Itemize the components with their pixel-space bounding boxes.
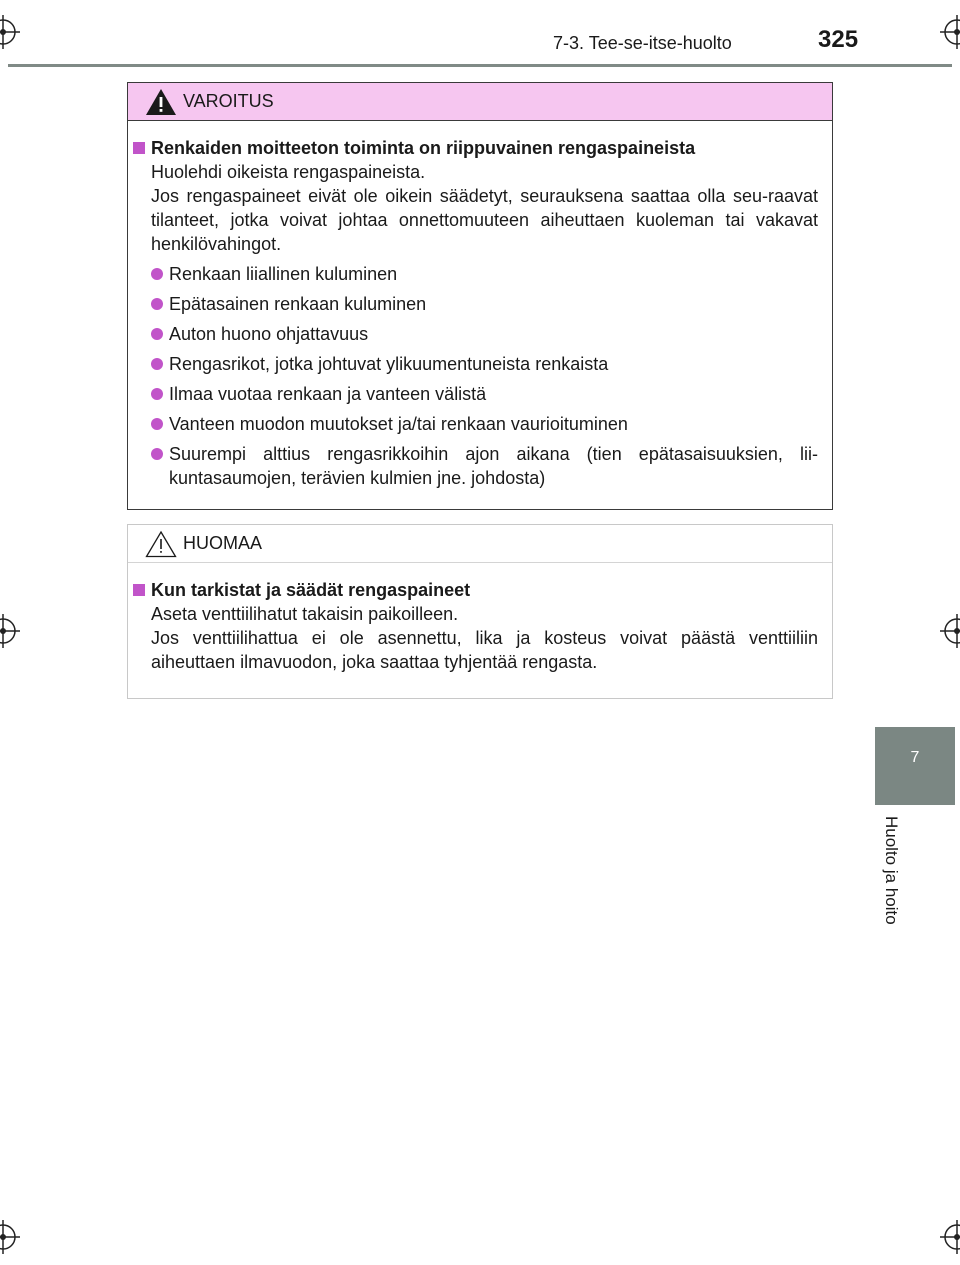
- chapter-number: 7: [910, 749, 920, 766]
- list-item: Ilmaa vuotaa renkaan ja vanteen välistä: [133, 382, 818, 406]
- round-bullet-icon: [151, 448, 163, 460]
- notice-heading-text: Kun tarkistat ja säädät rengaspaineet: [151, 580, 471, 600]
- round-bullet-icon: [151, 268, 163, 280]
- warning-body: [128, 121, 832, 490]
- section-title: 7-3. Tee-se-itse-huolto: [553, 33, 732, 53]
- warning-heading: [133, 136, 818, 160]
- chapter-tab: [875, 727, 955, 805]
- notice-heading: [133, 578, 818, 602]
- warning-list: [133, 262, 818, 490]
- round-bullet-icon: [151, 298, 163, 310]
- registration-mark-icon: [0, 614, 20, 648]
- round-bullet-icon: [151, 358, 163, 370]
- header-rule: [8, 64, 952, 67]
- round-bullet-icon: [151, 418, 163, 430]
- notice-title: HUOMAA: [183, 533, 263, 553]
- list-item: Auton huono ohjattavuus: [133, 322, 818, 346]
- list-item: Epätasainen renkaan kuluminen: [133, 292, 818, 316]
- round-bullet-icon: [151, 388, 163, 400]
- square-bullet-icon: [133, 584, 145, 596]
- registration-mark-icon: [940, 614, 960, 648]
- warning-heading-text: Renkaiden moitteeton toiminta on riippuvainen rengaspaineista: [151, 138, 696, 158]
- notice-line-2: Jos venttiilihattua ei ole asennettu, lika ja kosteus voivat päästä venttiiliin aiheuttaen ilmavuodon, joka saattaa tyhjentää rengasta.: [151, 628, 818, 672]
- warning-title: VAROITUS: [183, 91, 274, 111]
- registration-mark-icon: [940, 15, 960, 49]
- chapter-title: Huolto ja hoito: [882, 816, 901, 925]
- warning-intro-1: Huolehdi oikeista rengaspaineista.: [151, 162, 426, 182]
- warning-intro-2: Jos rengaspaineet eivät ole oikein säädetyt, seurauksena saattaa olla seu-raavat tilanteet, jotka voivat johtaa onnettomuuteen aiheuttaen kuoleman tai vakavat henkilövahingot.: [151, 186, 818, 254]
- notice-triangle-icon: [145, 530, 177, 558]
- registration-mark-icon: [0, 1220, 20, 1254]
- warning-box: [127, 82, 833, 510]
- registration-mark-icon: [0, 15, 20, 49]
- page-number: 325: [818, 26, 859, 53]
- warning-header: [128, 83, 832, 121]
- notice-header: [128, 525, 832, 563]
- notice-line-1: Aseta venttiilihatut takaisin paikoilleen.: [151, 604, 459, 624]
- round-bullet-icon: [151, 328, 163, 340]
- list-item: Suurempi alttius rengasrikkoihin ajon aikana (tien epätasaisuuksien, lii-kuntasaumojen, terävien kulmien jne. johdosta): [133, 442, 818, 490]
- square-bullet-icon: [133, 142, 145, 154]
- notice-body: [128, 563, 832, 674]
- registration-mark-icon: [940, 1220, 960, 1254]
- list-item: Rengasrikot, jotka johtuvat ylikuumentuneista renkaista: [133, 352, 818, 376]
- list-item: Vanteen muodon muutokset ja/tai renkaan vaurioituminen: [133, 412, 818, 436]
- list-item: Renkaan liiallinen kuluminen: [133, 262, 818, 286]
- notice-box: [127, 524, 833, 699]
- warning-triangle-icon: [145, 88, 177, 116]
